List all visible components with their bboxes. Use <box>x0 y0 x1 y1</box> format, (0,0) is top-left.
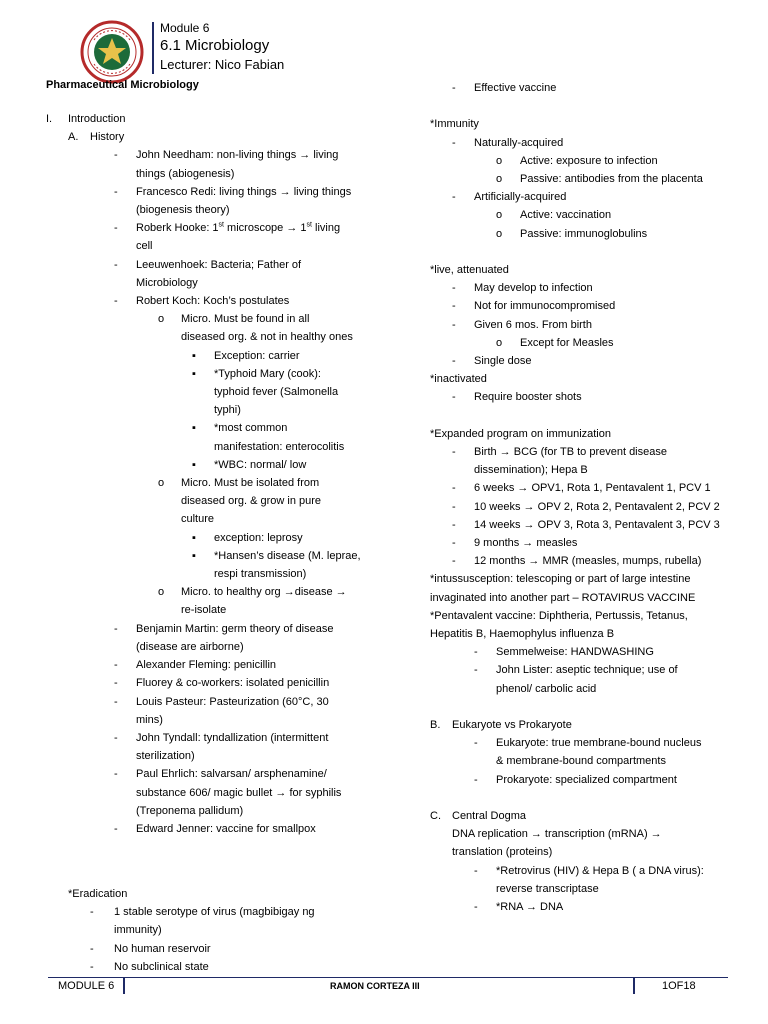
note-line: DNA replication → transcription (mRNA) → <box>452 828 662 841</box>
list-item: - *Retrovirus (HIV) & Hepa B ( a DNA virus): <box>474 864 704 877</box>
section-heading: I. Introduction <box>46 113 126 125</box>
bullet-item: ▪ *Typhoid Mary (cook): <box>192 367 321 380</box>
header-divider <box>152 22 154 74</box>
list-item: - Francesco Redi: living things → living things <box>114 185 352 198</box>
note-heading: *Immunity <box>430 118 479 131</box>
sub-list-item: o Micro. to healthy org →disease → <box>158 586 347 599</box>
list-item: - Alexander Fleming: penicillin <box>114 659 277 672</box>
list-item: - John Lister: aseptic technique; use of <box>474 664 678 677</box>
list-item-cont: & membrane-bound compartments <box>496 755 666 768</box>
list-item: - Eukaryote: true membrane-bound nucleus <box>474 737 702 750</box>
list-item: - Paul Ehrlich: salvarsan/ arsphenamine/ <box>114 768 327 781</box>
note-line: *intussusception: telescoping or part of large intestine <box>430 573 691 586</box>
subsection-heading: C. Central Dogma <box>430 810 526 823</box>
list-item: - Naturally-acquired <box>452 136 564 149</box>
list-item: - May develop to infection <box>452 282 593 295</box>
sub-list-item: o Active: exposure to infection <box>496 154 658 167</box>
topic-title: 6.1 Microbiology <box>160 37 270 54</box>
list-item: - *RNA → DNA <box>474 901 564 914</box>
list-item: - Robert Koch: Koch’s postulates <box>114 295 290 308</box>
list-item: - Birth → BCG (for TB to prevent disease <box>452 446 667 459</box>
sub-list-item: o Micro. Must be isolated from <box>158 477 320 490</box>
right-column <box>430 79 730 916</box>
eradication-heading: *Eradication <box>68 888 128 900</box>
list-item-cont: cell <box>136 240 153 253</box>
list-item-cont: substance 606/ magic bullet → for syphilis <box>136 786 342 799</box>
bullet-item-cont: respi transmission) <box>214 568 307 581</box>
sub-list-item-cont: diseased org. & not in healthy ones <box>181 331 353 344</box>
university-seal-logo <box>80 20 144 84</box>
list-item: - No subclinical state <box>90 960 209 973</box>
footer-divider <box>123 978 125 994</box>
list-item-cont: Microbiology <box>136 276 198 289</box>
bullet-item: ▪ *Hansen’s disease (M. leprae, <box>192 549 361 562</box>
list-item: - Louis Pasteur: Pasteurization (60°C, 30 <box>114 695 329 708</box>
list-item: - Fluorey & co-workers: isolated penicillin <box>114 677 330 690</box>
list-item: - 14 weeks → OPV 3, Rota 3, Pentavalent 3, PCV 3 <box>452 518 720 531</box>
list-item: - Roberk Hooke: 1st microscope → 1st living <box>114 221 341 235</box>
note-heading: *Expanded program on immunization <box>430 427 611 440</box>
list-item: - Semmelweise: HANDWASHING <box>474 646 654 659</box>
list-item-cont: dissemination); Hepa B <box>474 464 588 477</box>
list-item: - Not for immunocompromised <box>452 300 616 313</box>
note-line: *Pentavalent vaccine: Diphtheria, Pertussis, Tetanus, <box>430 609 688 622</box>
list-item: - 9 months → measles <box>452 537 578 550</box>
list-item-cont: things (abiogenesis) <box>136 167 235 180</box>
list-item: - Prokaryote: specialized compartment <box>474 773 677 786</box>
sub-list-item: o Passive: antibodies from the placenta <box>496 173 703 185</box>
bullet-item-cont: manifestation: enterocolitis <box>214 440 345 453</box>
left-column <box>46 110 376 838</box>
list-item: - John Needham: non-living things → living <box>114 149 339 162</box>
list-item: - Given 6 mos. From birth <box>452 318 592 331</box>
list-item-cont: phenol/ carbolic acid <box>496 682 597 695</box>
list-item: - 6 weeks → OPV1, Rota 1, Pentavalent 1, PCV 1 <box>452 482 711 495</box>
footer-author: RAMON CORTEZA III <box>330 981 420 991</box>
bullet-item: ▪ Exception: carrier <box>192 349 300 362</box>
list-item-cont: (Treponema pallidum) <box>136 804 244 817</box>
note-heading: *live, attenuated <box>430 264 509 276</box>
spacer <box>430 698 730 716</box>
spacer <box>430 407 730 425</box>
sub-list-item-cont: culture <box>181 513 215 526</box>
footer-page-number: 1OF18 <box>662 980 696 992</box>
bullet-item: ▪ *WBC: normal/ low <box>192 458 307 471</box>
bullet-item: ▪ *most common <box>192 422 288 435</box>
sub-list-item-cont: diseased org. & grow in pure <box>181 495 322 508</box>
bullet-item-cont: typhoid fever (Salmonella <box>214 386 339 399</box>
spacer <box>430 789 730 807</box>
bullet-item: ▪ exception: leprosy <box>192 531 303 544</box>
list-item: - Leeuwenhoek: Bacteria; Father of <box>114 258 302 271</box>
sub-list-item: o Except for Measles <box>496 336 614 349</box>
list-item: - Edward Jenner: vaccine for smallpox <box>114 822 316 835</box>
sub-list-item: o Active: vaccination <box>496 209 612 222</box>
document-title: Pharmaceutical Microbiology <box>46 79 199 91</box>
note-line: translation (proteins) <box>452 846 553 859</box>
list-item-cont: immunity) <box>114 924 162 937</box>
list-item: - Single dose <box>452 355 532 368</box>
list-item-cont: (disease are airborne) <box>136 640 244 653</box>
footer-module: MODULE 6 <box>58 980 115 992</box>
subsection-heading: A. History <box>68 131 125 144</box>
list-item: - 12 months → MMR (measles, mumps, rubella) <box>452 555 702 568</box>
list-item-cont: mins) <box>136 713 163 726</box>
module-label: Module 6 <box>160 21 210 35</box>
footer-rule <box>48 977 728 978</box>
footer-divider <box>633 978 635 994</box>
list-item: - Benjamin Martin: germ theory of disease <box>114 622 334 635</box>
lecturer-label: Lecturer: Nico Fabian <box>160 57 285 72</box>
subsection-heading: B. Eukaryote vs Prokaryote <box>430 719 572 732</box>
bullet-item-cont: typhi) <box>214 404 241 417</box>
list-item-cont: reverse transcriptase <box>496 882 599 895</box>
note-heading: *inactivated <box>430 373 487 386</box>
note-line: invaginated into another part – ROTAVIRUS VACCINE <box>430 591 696 604</box>
note-line: Hepatitis B, Haemophylus influenza B <box>430 628 615 641</box>
spacer <box>430 243 730 261</box>
list-item-cont: sterilization) <box>136 750 195 763</box>
list-item: - Effective vaccine <box>452 82 557 94</box>
list-item: - 1 stable serotype of virus (magbibigay ng <box>90 906 315 919</box>
list-item: - Artificially-acquired <box>452 191 567 204</box>
list-item: - Require booster shots <box>452 391 582 404</box>
eradication-block <box>68 885 378 976</box>
spacer <box>430 97 730 115</box>
sub-list-item-cont: re-isolate <box>181 604 227 617</box>
sub-list-item: o Passive: immunoglobulins <box>496 227 648 240</box>
sub-list-item: o Micro. Must be found in all <box>158 313 310 326</box>
list-item: - John Tyndall: tyndallization (intermittent <box>114 731 329 744</box>
list-item-cont: (biogenesis theory) <box>136 204 230 217</box>
list-item: - No human reservoir <box>90 942 211 955</box>
list-item: - 10 weeks → OPV 2, Rota 2, Pentavalent 2, PCV 2 <box>452 500 720 513</box>
